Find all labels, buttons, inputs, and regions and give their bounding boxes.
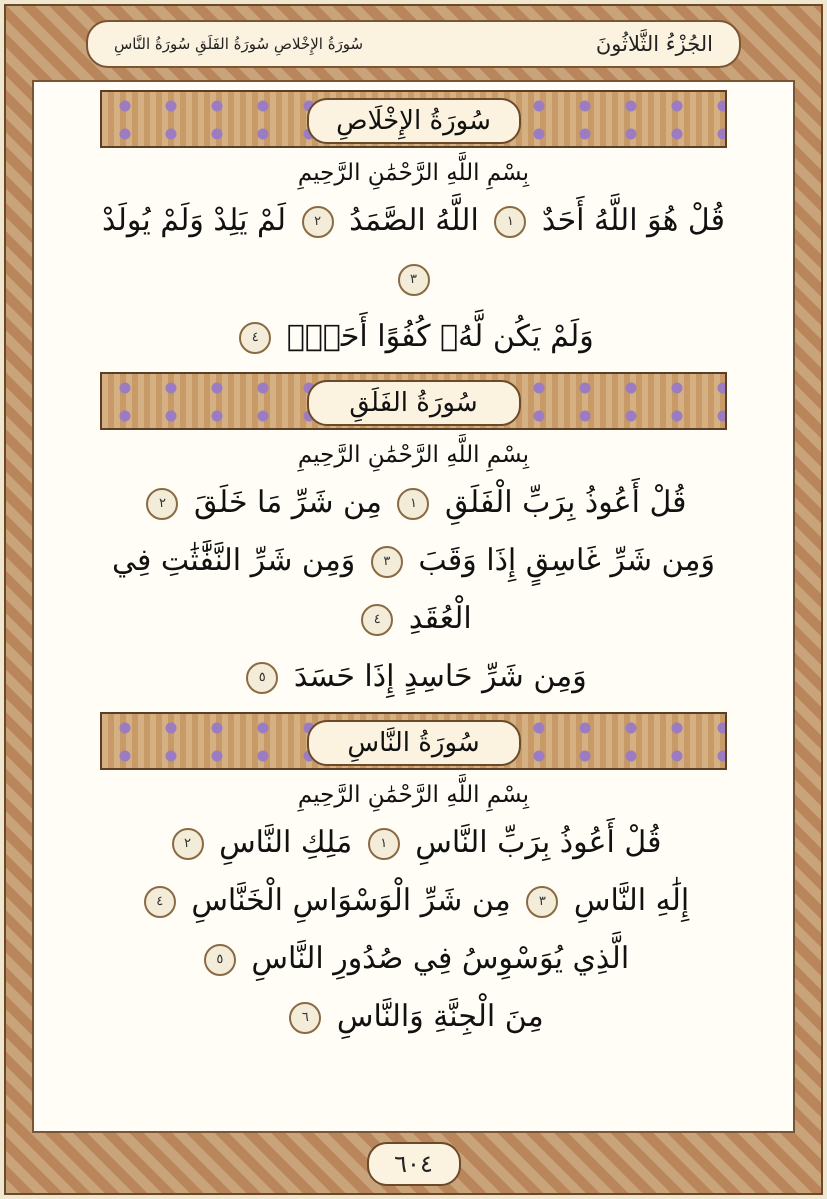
juz-label: الجُزْءُ الثَّلاثُونَ bbox=[595, 32, 713, 56]
ayah-line bbox=[96, 474, 731, 532]
ayah-marker: ٥ bbox=[246, 662, 278, 694]
ayah-marker: ١ bbox=[397, 488, 429, 520]
ayah-marker: ٣ bbox=[371, 546, 403, 578]
ayah-text: قُلْ هُوَ اللَّهُ أَحَدٌ bbox=[541, 203, 725, 238]
surahs-label: سُورَةُ الإِخْلاصِ سُورَةُ الفَلَقِ سُورَةُ النَّاسِ bbox=[114, 35, 364, 53]
ayah-text: وَمِن شَرِّ غَاسِقٍ إِذَا وَقَبَ bbox=[418, 543, 715, 578]
basmala: بِسْمِ اللَّهِ الرَّحْمَٰنِ الرَّحِيمِ bbox=[297, 442, 530, 468]
ayah-line bbox=[96, 648, 731, 706]
ayah-marker: ٣ bbox=[526, 886, 558, 918]
ayah-line bbox=[96, 872, 731, 930]
ayah-text: مَلِكِ النَّاسِ bbox=[219, 825, 353, 860]
ayah-line bbox=[96, 308, 731, 366]
ayah-text: إِلَٰهِ النَّاسِ bbox=[573, 883, 690, 918]
ayah-marker: ٤ bbox=[361, 604, 393, 636]
ayah-text: وَلَمْ يَكُن لَّهُۥ كُفُوًا أَحَدٌۢ bbox=[286, 319, 594, 354]
basmala: بِسْمِ اللَّهِ الرَّحْمَٰنِ الرَّحِيمِ bbox=[297, 160, 530, 186]
basmala: بِسْمِ اللَّهِ الرَّحْمَٰنِ الرَّحِيمِ bbox=[297, 782, 530, 808]
surah-title: سُورَةُ الإِخْلَاصِ bbox=[307, 98, 521, 144]
ayah-marker: ٢ bbox=[146, 488, 178, 520]
ayah-text: اللَّهُ الصَّمَدُ bbox=[349, 203, 479, 238]
surah-banner bbox=[100, 90, 727, 148]
ayah-text: وَمِن شَرِّ النَّفَّٰثَٰتِ فِي الْعُقَدِ bbox=[112, 543, 472, 636]
ayah-line bbox=[96, 192, 731, 308]
ayah-line bbox=[96, 930, 731, 988]
ayah-line bbox=[96, 988, 731, 1046]
ayah-line bbox=[96, 532, 731, 648]
page-number: ٦٠٤ bbox=[367, 1142, 461, 1186]
ayah-marker: ٦ bbox=[289, 1002, 321, 1034]
ayah-marker: ٥ bbox=[204, 944, 236, 976]
ayah-text: وَمِن شَرِّ حَاسِدٍ إِذَا حَسَدَ bbox=[293, 659, 587, 694]
ayah-marker: ٣ bbox=[398, 264, 430, 296]
surah-title: سُورَةُ النَّاسِ bbox=[307, 720, 521, 766]
ayah-text: مِن شَرِّ مَا خَلَقَ bbox=[194, 485, 382, 520]
ayah-text: لَمْ يَلِدْ وَلَمْ يُولَدْ bbox=[102, 203, 287, 238]
ayah-text: قُلْ أَعُوذُ بِرَبِّ النَّاسِ bbox=[415, 825, 662, 860]
page-header bbox=[86, 20, 741, 68]
ayah-marker: ٢ bbox=[172, 828, 204, 860]
ayah-text: مِنَ الْجِنَّةِ وَالنَّاسِ bbox=[336, 999, 544, 1034]
surah-banner bbox=[100, 712, 727, 770]
ayah-text: قُلْ أَعُوذُ بِرَبِّ الْفَلَقِ bbox=[445, 485, 687, 520]
ayah-marker: ٤ bbox=[144, 886, 176, 918]
ayah-line bbox=[96, 814, 731, 872]
quran-text bbox=[96, 90, 731, 1060]
ayah-marker: ١ bbox=[368, 828, 400, 860]
ayah-marker: ١ bbox=[494, 206, 526, 238]
ayah-marker: ٤ bbox=[239, 322, 271, 354]
ayah-marker: ٢ bbox=[302, 206, 334, 238]
ayah-text: مِن شَرِّ الْوَسْوَاسِ الْخَنَّاسِ bbox=[191, 883, 511, 918]
ayah-text: الَّذِي يُوَسْوِسُ فِي صُدُورِ النَّاسِ bbox=[251, 941, 630, 976]
surah-banner bbox=[100, 372, 727, 430]
surah-title: سُورَةُ الفَلَقِ bbox=[307, 380, 521, 426]
